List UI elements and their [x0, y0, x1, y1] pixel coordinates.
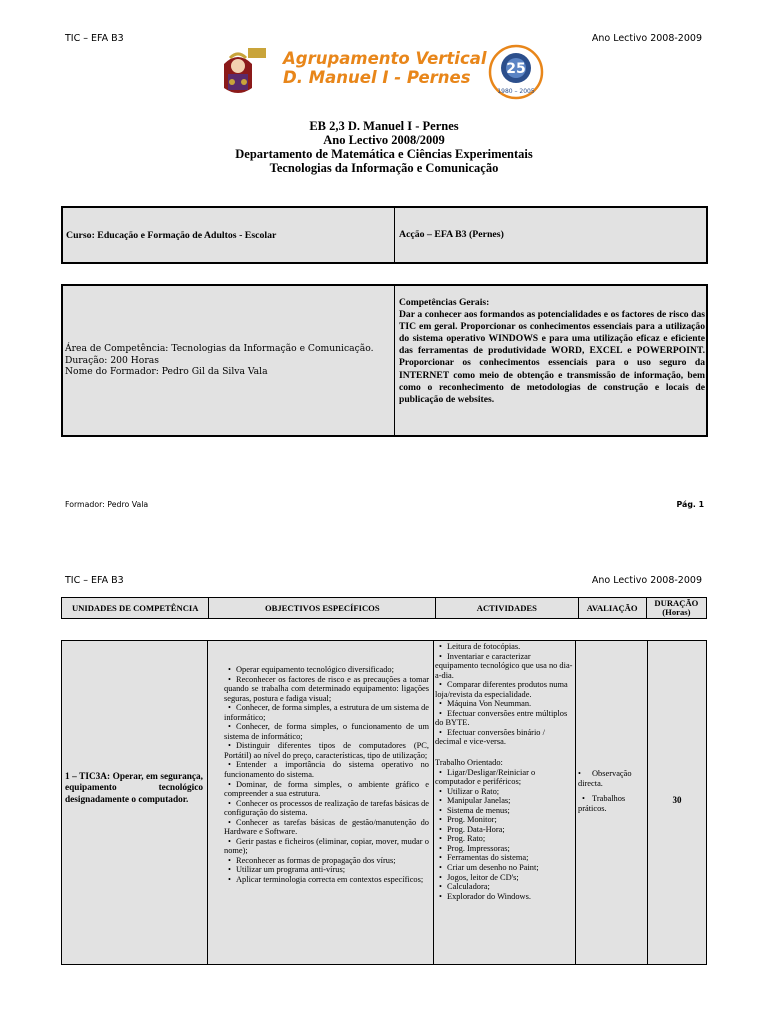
bullet-icon: • — [228, 798, 231, 808]
objective-item — [224, 760, 429, 779]
guided-item — [435, 815, 573, 825]
unit-cell: 1 – TIC3A: Operar, em segurança, equipamento tecnológico designadamente o computador. — [65, 772, 203, 805]
anniversary-years: 1980 – 2005 — [497, 88, 535, 95]
activity-item — [435, 680, 573, 699]
bullet-icon: • — [439, 680, 442, 690]
title-line-year: Ano Lectivo 2008/2009 — [323, 133, 445, 147]
school-name — [283, 49, 487, 87]
objective-text: Reconhecer os factores de risco e as precauções a tomar quando se trabalha com determinado equipamento: ligações seguras, postura e fadiga visual; — [224, 674, 429, 703]
objective-text: Conhecer os processos de realização de tarefas básicas de configuração do sistema. — [224, 798, 429, 818]
guided-item-text: Jogos, leitor de CD's; — [447, 872, 519, 882]
objective-item — [224, 818, 429, 837]
bullet-icon: • — [439, 824, 442, 834]
activity-text: Efectuar conversões entre múltiplos do BYTE. — [435, 708, 568, 728]
bullet-icon: • — [439, 642, 442, 651]
anniversary-emblem — [488, 44, 544, 100]
guided-item-text: Sistema de menus; — [447, 805, 510, 815]
guided-item-text: Calculadora; — [447, 882, 490, 892]
bullet-icon: • — [228, 665, 231, 674]
guided-item — [435, 796, 573, 806]
guided-item — [435, 825, 573, 835]
course-label: Curso: Educação e Formação de Adultos - Escolar — [66, 230, 277, 241]
evaluation-item-2: Trabalhos práticos. — [578, 794, 626, 813]
evaluation-item-1: Observação directa. — [578, 769, 632, 788]
guided-item — [435, 863, 573, 873]
competencies — [399, 297, 705, 406]
action-label: Acção – EFA B3 (Pernes) — [399, 229, 504, 240]
col-duration-title: DURAÇÃO — [654, 598, 699, 608]
objective-item — [224, 865, 429, 875]
bullet-icon: • — [439, 843, 442, 853]
bullet-icon: • — [439, 651, 442, 661]
objectives-cell — [224, 665, 429, 885]
activity-text: Inventariar e caracterizar equipamento tecnológico que usa no dia-a-dia. — [435, 651, 573, 680]
bullet-icon: • — [439, 796, 442, 806]
objective-text: Gerir pastas e ficheiros (eliminar, copiar, mover, mudar o nome); — [224, 836, 429, 856]
guided-item — [435, 853, 573, 863]
bullet-icon: • — [439, 727, 442, 737]
school-name-line1: Agrupamento Vertical — [283, 49, 487, 68]
objective-text: Utilizar um programa anti-vírus; — [236, 865, 346, 875]
bullet-icon: • — [228, 875, 231, 885]
bullet-icon: • — [439, 863, 442, 873]
col-units: UNIDADES DE COMPETÊNCIA — [62, 598, 209, 619]
bullet-icon: • — [439, 767, 442, 777]
bullet-icon: • — [439, 882, 442, 892]
activity-text: Comparar diferentes produtos numa loja/revista da especialidade. — [435, 680, 568, 699]
guided-item — [435, 806, 573, 816]
bullet-icon: • — [228, 674, 231, 684]
bullet-icon: • — [228, 722, 231, 732]
guided-item — [435, 768, 573, 787]
guided-item-text: Prog. Impressoras; — [447, 843, 510, 853]
bullet-icon: • — [228, 836, 231, 846]
school-name-line2: D. Manuel I - Pernes — [283, 68, 471, 87]
bullet-icon: • — [228, 865, 231, 875]
page2-header-left: TIC – EFA B3 — [65, 575, 124, 586]
objective-item — [224, 665, 429, 675]
objective-text: Operar equipamento tecnológico diversificado; — [236, 665, 394, 674]
objective-item — [224, 780, 429, 799]
bullet-icon: • — [439, 891, 442, 901]
guided-item-text: Prog. Monitor; — [447, 815, 497, 825]
activity-text: Leitura de fotocópias. — [447, 642, 521, 651]
guided-item — [435, 873, 573, 883]
evaluation-cell: • Observação directa. • Trabalhos práticos. — [578, 769, 632, 813]
page-header-left: TIC – EFA B3 — [65, 33, 124, 44]
duration-text: Duração: 200 Horas — [65, 354, 159, 366]
bullet-icon: • — [439, 853, 442, 863]
guided-item-text: Criar um desenho no Paint; — [447, 863, 539, 873]
bullet-icon: • — [439, 815, 442, 825]
objective-item — [224, 837, 429, 856]
col-evaluation: AVALIAÇÃO — [578, 598, 646, 619]
bullet-icon: • — [439, 786, 442, 796]
objective-item — [224, 722, 429, 741]
bullet-icon: • — [228, 703, 231, 713]
duration-cell: 30 — [672, 795, 682, 805]
bullet-icon: • — [228, 817, 231, 827]
guided-work-title: Trabalho Orientado: — [435, 758, 503, 768]
guided-item — [435, 844, 573, 854]
activity-item — [435, 728, 573, 747]
competencies-text: Dar a conhecer aos formandos as potencialidades e os factores de risco das TIC em geral. Proporcionar os conhecimentos essenciais para a utilização do sistema operativo WINDOWS e para uma utilização eficaz e eficiente das ferramentas de produtividade WORD, EXCEL e POWERPOINT. Proporcionar os conhecimentos essenciais para o uso seguro da INTERNET como meio de obtenção e transmissão de informação, bem como o reconhecimento de metodologias de construção e locais de publicação de websites. — [399, 309, 705, 405]
bullet-icon: • — [228, 741, 231, 751]
title-line-department: Departamento de Matemática e Ciências Experimentais — [235, 147, 533, 161]
guided-item — [435, 882, 573, 892]
competence-area: Área de Competência: Tecnologias da Informação e Comunicação. — [65, 343, 374, 354]
guided-item-text: Ferramentas do sistema; — [447, 853, 529, 863]
objective-text: Entender a importância do sistema operativo no funcionamento do sistema. — [224, 760, 429, 780]
activity-item — [435, 709, 573, 728]
objective-text: Distinguir diferentes tipos de computadores (PC, Portátil) ao nível do preço, características, tipo de utilização; — [224, 741, 429, 760]
guided-item — [435, 787, 573, 797]
crest-logo — [218, 44, 258, 100]
objective-text: Conhecer, de forma simples, a estrutura de um sistema de informático; — [224, 703, 429, 722]
objective-text: Reconhecer as formas de propagação dos vírus; — [236, 855, 396, 865]
bullet-icon: • — [439, 872, 442, 882]
activity-item — [435, 699, 573, 709]
col-activities: ACTIVIDADES — [436, 598, 578, 619]
guided-item-text: Manipular Janelas; — [447, 796, 511, 806]
guided-item-text: Prog. Rato; — [447, 834, 486, 844]
anniversary-number: 25 — [506, 61, 526, 77]
bullet-icon: • — [228, 855, 231, 865]
bullet-icon: • — [228, 779, 231, 789]
objective-item — [224, 875, 429, 885]
col-objectives: OBJECTIVOS ESPECÍFICOS — [209, 598, 436, 619]
objective-text: Dominar, de forma simples, o ambiente gráfico e compreender a sua estrutura. — [224, 779, 429, 799]
guided-item-text: Ligar/Desligar/Reiniciar o computador e periféricos; — [435, 767, 536, 787]
course-box — [61, 206, 708, 264]
footer-trainer: Formador: Pedro Vala — [65, 500, 149, 509]
column-header-table — [61, 597, 707, 619]
col-duration — [646, 598, 706, 619]
objective-item — [224, 741, 429, 760]
bullet-icon: • — [439, 805, 442, 815]
guided-item-text: Explorador do Windows. — [447, 891, 531, 901]
activity-item — [435, 642, 573, 652]
objective-item — [224, 675, 429, 704]
document-title-block — [0, 119, 768, 175]
guided-item-text: Utilizar o Rato; — [447, 786, 500, 796]
activities-cell — [435, 642, 573, 901]
title-line-school: EB 2,3 D. Manuel I - Pernes — [309, 119, 459, 133]
footer-page-number: Pág. 1 — [676, 500, 704, 509]
objective-text: Conhecer as tarefas básicas de gestão/manutenção do Hardware e Software. — [224, 817, 429, 837]
page2-header-right: Ano Lectivo 2008-2009 — [591, 575, 702, 586]
title-line-subject: Tecnologias da Informação e Comunicação — [269, 161, 499, 175]
bullet-icon: • — [439, 708, 442, 718]
activity-item — [435, 652, 573, 681]
bullet-icon: • — [439, 834, 442, 844]
guided-item-text: Prog. Data-Hora; — [447, 824, 505, 834]
objective-item — [224, 799, 429, 818]
info-left — [65, 343, 390, 378]
activity-text: Efectuar conversões binário / decimal e vice-versa. — [435, 727, 545, 747]
guided-item — [435, 834, 573, 844]
objective-text: Conhecer, de forma simples, o funcionamento de um sistema de informático; — [224, 722, 429, 741]
objective-item — [224, 856, 429, 866]
objective-text: Aplicar terminologia correcta em contextos específicos; — [236, 875, 424, 885]
bullet-icon: • — [228, 760, 231, 770]
objective-item — [224, 703, 429, 722]
guided-item — [435, 892, 573, 902]
col-duration-unit: (Horas) — [662, 607, 691, 617]
page-header-right: Ano Lectivo 2008-2009 — [591, 33, 702, 44]
activity-text: Máquina Von Neumman. — [447, 699, 532, 709]
competencies-title: Competências Gerais: — [399, 297, 490, 308]
info-box — [61, 284, 708, 437]
bullet-icon: • — [439, 699, 442, 709]
trainer-name: Nome do Formador: Pedro Gil da Silva Vala — [65, 366, 268, 378]
